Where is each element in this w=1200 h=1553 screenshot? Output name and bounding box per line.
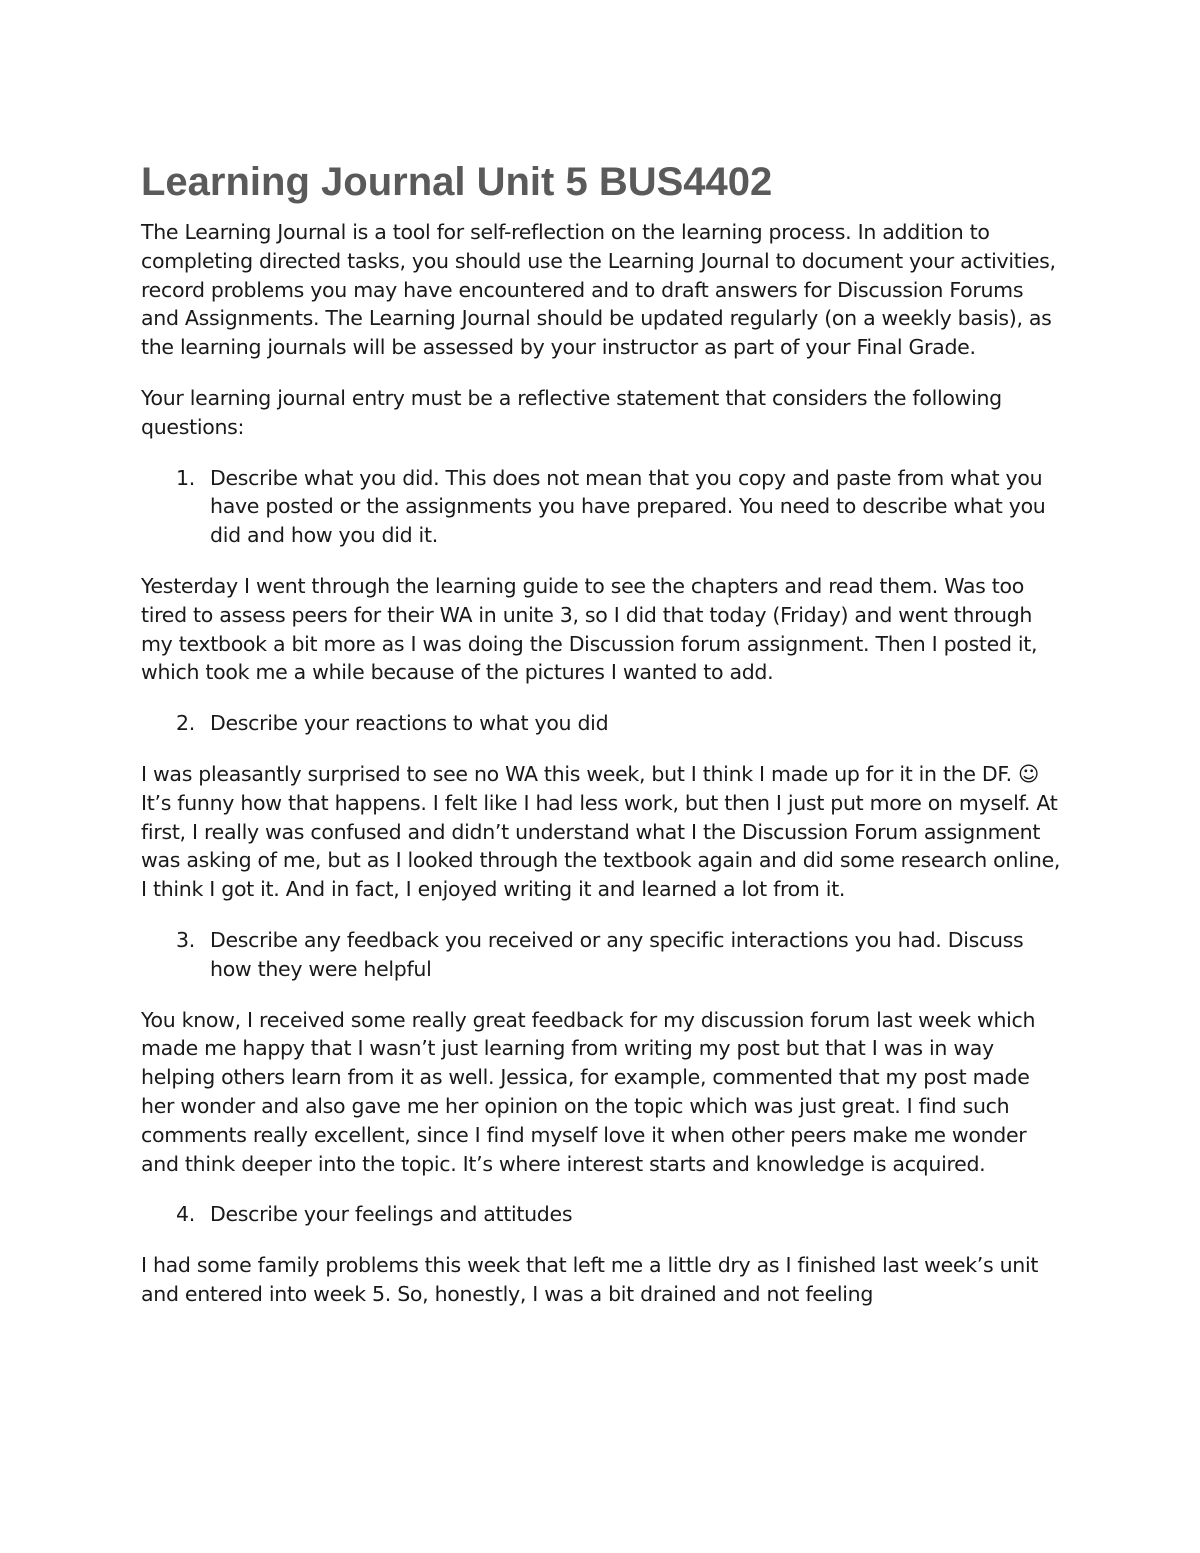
answer-paragraph-3: You know, I received some really great feedback for my discussion forum last week which made me happy that I wasn’t just learning from writing my post but that I was in way helping others learn from it as well. Jessica, for example, commented that my post made her wonder and also gave me her opinion on the topic which was just great. I find such comments really excellent, since I find myself love it when other peers make me wonder and think deeper into the topic. It’s where interest starts and knowledge is acquired. — [141, 1007, 1036, 1176]
question-text: Describe your reactions to what you did — [210, 711, 609, 736]
question-number: 4. — [176, 1202, 195, 1227]
question-number: 3. — [176, 927, 195, 952]
intro-paragraph: The Learning Journal is a tool for self-reflection on the learning process. In addition to completing directed tasks, you should use the Learning Journal to document your activities, record problems you may have encountered and to draft answers for Discussion Forums and Assignments. The Learning Journal should be updated regularly (on a weekly basis), as the learning journals will be assessed by your instructor as part of your Final Grade. — [141, 220, 1056, 360]
instruction-paragraph: Your learning journal entry must be a reflective statement that considers the following questions: — [141, 385, 1002, 439]
document-title: Learning Journal Unit 5 BUS4402 — [141, 160, 773, 204]
answer-paragraph-1: Yesterday I went through the learning guide to see the chapters and read them. Was too tired to assess peers for their WA in unite 3, so I did that today (Friday) and went through my textbook a bit more as I was doing the Discussion forum assignment. Then I posted it, which took me a while because of the pictures I wanted to add. — [141, 573, 1038, 685]
question-item-3 — [141, 926, 1061, 984]
question-text: Describe what you did. This does not mean that you copy and paste from what you have posted or the assignments you have prepared. You need to describe what you did and how you did it. — [210, 465, 1046, 548]
question-number: 2. — [176, 711, 195, 736]
document-content — [141, 158, 1061, 1331]
answer-paragraph-2: I was pleasantly surprised to see no WA this week, but I think I made up for it in the DF. ☺ It’s funny how that happens. I felt like I had less work, but then I just put more on myself. At first, I really was confused and didn’t understand what I the Discussion Forum assignment was asking of me, but as I looked through the textbook again and did some research online, I think I got it. And in fact, I enjoyed writing it and learned a lot from it. — [141, 761, 1061, 902]
question-number: 1. — [176, 465, 195, 490]
answer-paragraph-4: I had some family problems this week that left me a little dry as I finished last week’s unit and entered into week 5. So, honestly, I was a bit drained and not feeling — [141, 1253, 1039, 1306]
question-item-2 — [141, 709, 1061, 738]
question-text: Describe any feedback you received or any specific interactions you had. Discuss how they were helpful — [210, 927, 1024, 981]
question-item-4 — [141, 1200, 1061, 1229]
question-item-1 — [141, 464, 1061, 550]
question-text: Describe your feelings and attitudes — [210, 1202, 573, 1227]
